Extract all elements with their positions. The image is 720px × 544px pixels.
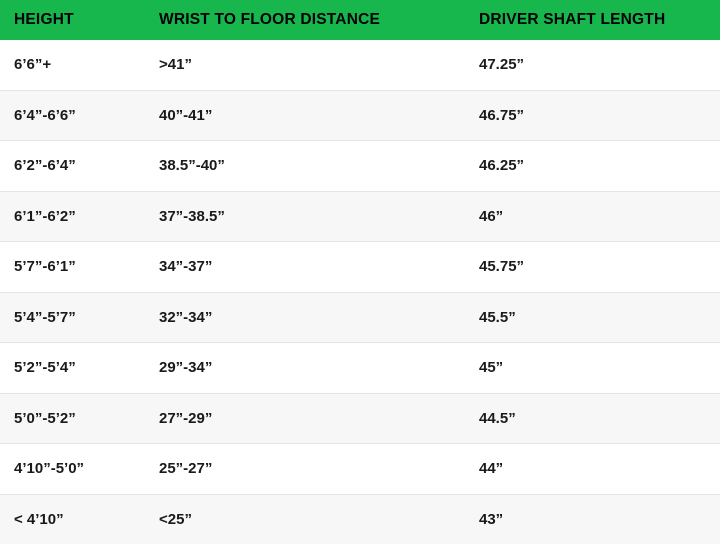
cell-height: 6’6”+ — [0, 40, 145, 90]
table-row — [0, 292, 720, 343]
cell-driver-shaft-length: 44.5” — [465, 393, 720, 444]
column-header-height: HEIGHT — [0, 0, 145, 40]
cell-wrist-to-floor: 38.5”-40” — [145, 141, 465, 192]
cell-driver-shaft-length: 46” — [465, 191, 720, 242]
cell-height: 6’2”-6’4” — [0, 141, 145, 192]
cell-height: 5’0”-5’2” — [0, 393, 145, 444]
table-body — [0, 40, 720, 544]
column-header-wrist-to-floor: WRIST TO FLOOR DISTANCE — [145, 0, 465, 40]
cell-wrist-to-floor: 34”-37” — [145, 242, 465, 293]
cell-wrist-to-floor: 29”-34” — [145, 343, 465, 394]
table-row — [0, 444, 720, 495]
table-row — [0, 40, 720, 90]
cell-height: 6’1”-6’2” — [0, 191, 145, 242]
cell-height: 6’4”-6’6” — [0, 90, 145, 141]
table-row — [0, 90, 720, 141]
cell-wrist-to-floor: >41” — [145, 40, 465, 90]
table-row — [0, 393, 720, 444]
cell-height: 5’7”-6’1” — [0, 242, 145, 293]
table-row — [0, 494, 720, 544]
cell-height: < 4’10” — [0, 494, 145, 544]
cell-driver-shaft-length: 47.25” — [465, 40, 720, 90]
cell-driver-shaft-length: 45” — [465, 343, 720, 394]
cell-driver-shaft-length: 45.5” — [465, 292, 720, 343]
cell-wrist-to-floor: <25” — [145, 494, 465, 544]
table-row — [0, 242, 720, 293]
cell-driver-shaft-length: 45.75” — [465, 242, 720, 293]
cell-wrist-to-floor: 27”-29” — [145, 393, 465, 444]
cell-driver-shaft-length: 46.25” — [465, 141, 720, 192]
cell-wrist-to-floor: 40”-41” — [145, 90, 465, 141]
column-header-driver-shaft-length: DRIVER SHAFT LENGTH — [465, 0, 720, 40]
cell-height: 4’10”-5’0” — [0, 444, 145, 495]
table-row — [0, 191, 720, 242]
table-row — [0, 141, 720, 192]
cell-wrist-to-floor: 37”-38.5” — [145, 191, 465, 242]
cell-driver-shaft-length: 44” — [465, 444, 720, 495]
table-row — [0, 343, 720, 394]
table-header — [0, 0, 720, 40]
cell-height: 5’2”-5’4” — [0, 343, 145, 394]
cell-driver-shaft-length: 46.75” — [465, 90, 720, 141]
cell-wrist-to-floor: 32”-34” — [145, 292, 465, 343]
cell-wrist-to-floor: 25”-27” — [145, 444, 465, 495]
table-header-row — [0, 0, 720, 40]
cell-height: 5’4”-5’7” — [0, 292, 145, 343]
cell-driver-shaft-length: 43” — [465, 494, 720, 544]
